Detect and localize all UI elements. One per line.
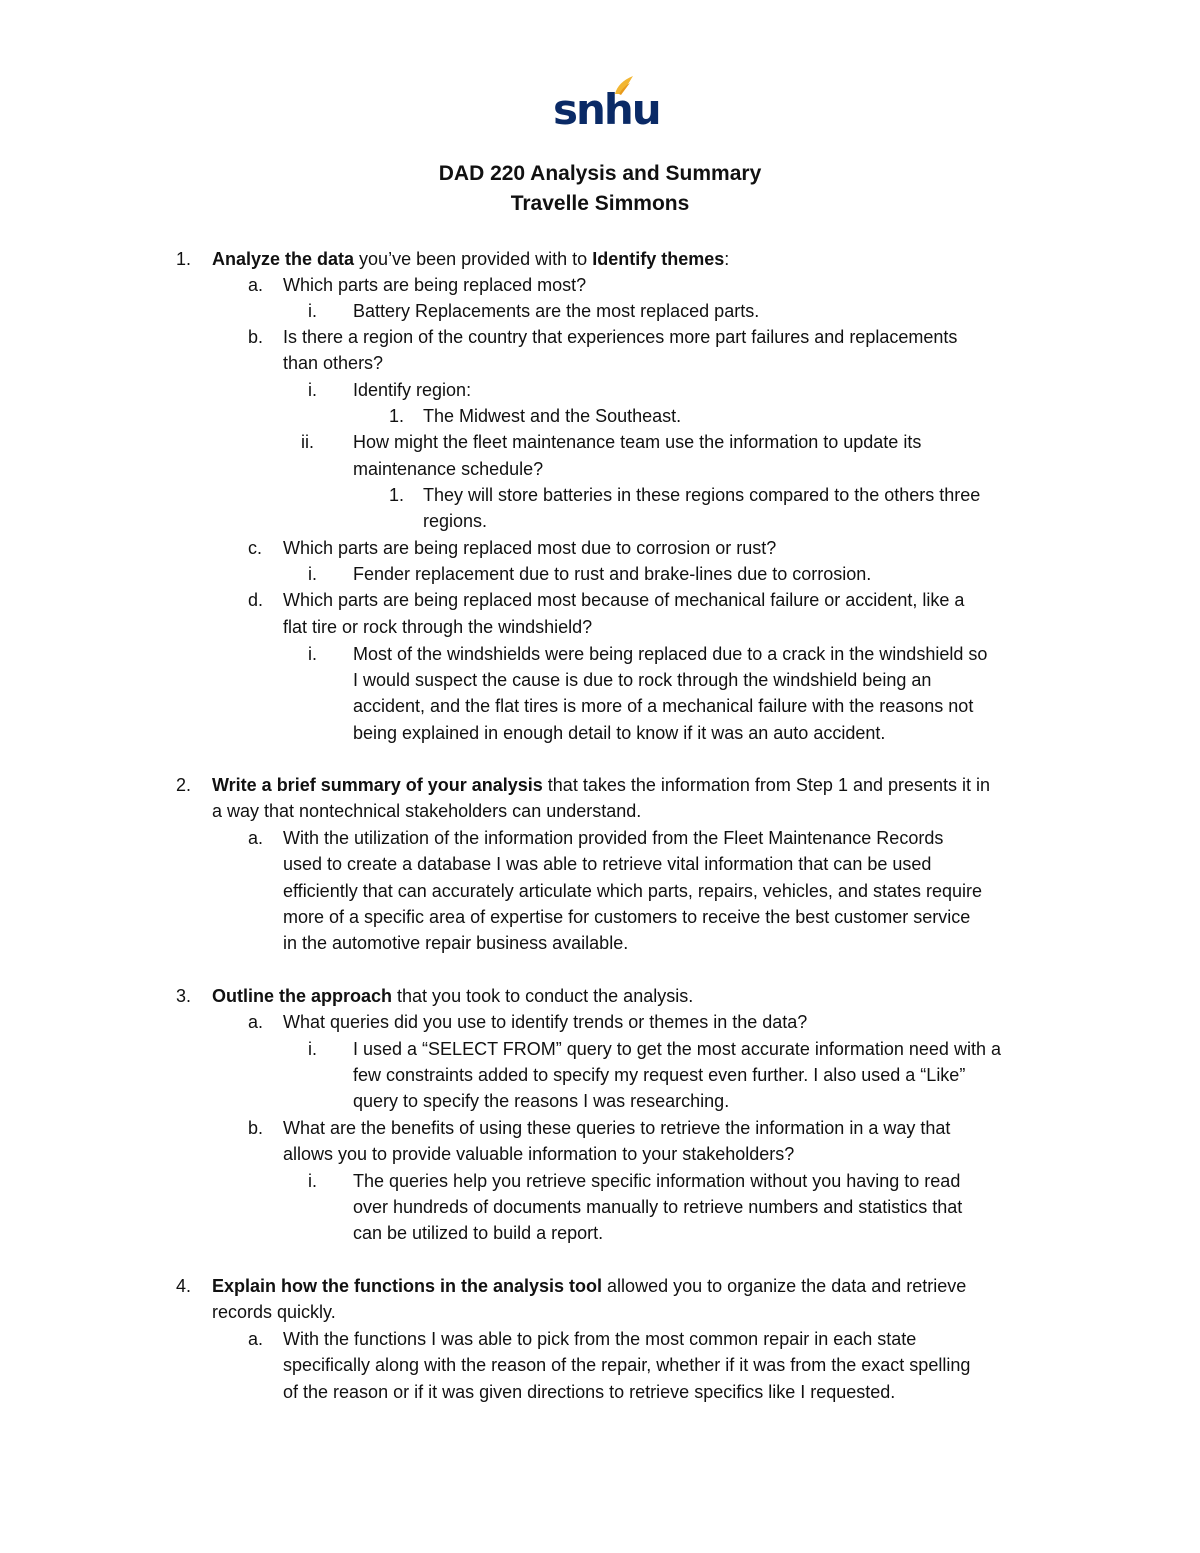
question-text: than others? — [283, 353, 384, 373]
snhu-logo — [553, 74, 660, 134]
list-marker: 1. — [389, 406, 405, 426]
list-marker: i. — [308, 564, 317, 584]
author-name: Travelle Simmons — [510, 192, 690, 215]
answer-text: With the functions I was able to pick from the most common repair in each state — [283, 1329, 917, 1349]
question-text: allows you to provide valuable information to your stakeholders? — [283, 1144, 795, 1164]
section-number: 4. — [176, 1276, 192, 1296]
answer-text: accident, and the flat tires is more of a mechanical failure with the reasons not — [353, 696, 974, 716]
logo-text: snhu — [553, 85, 660, 134]
question-text: Is there a region of the country that experiences more part failures and replacements — [283, 327, 958, 347]
answer-text: The Midwest and the Southeast. — [423, 406, 682, 426]
list-marker: i. — [308, 1039, 317, 1059]
list-marker: c. — [248, 538, 263, 558]
answer-text: over hundreds of documents manually to retrieve numbers and statistics that — [353, 1197, 963, 1217]
answer-text: I would suspect the cause is due to rock through the windshield being an — [353, 670, 932, 690]
question-text: Which parts are being replaced most because of mechanical failure or accident, like a — [283, 590, 965, 610]
answer-text: few constraints added to specify my request even further. I also used a “Like” — [353, 1065, 966, 1085]
list-marker: 1. — [389, 485, 405, 505]
answer-text: Battery Replacements are the most replaced parts. — [353, 301, 760, 321]
question-text: What are the benefits of using these queries to retrieve the information in a way that — [283, 1118, 951, 1138]
section-number: 1. — [176, 249, 192, 269]
question-text: maintenance schedule? — [353, 459, 544, 479]
question-text: Which parts are being replaced most? — [283, 275, 587, 295]
question-text: What queries did you use to identify trends or themes in the data? — [283, 1012, 808, 1032]
list-marker: a. — [248, 828, 264, 848]
answer-text: efficiently that can accurately articulate which parts, repairs, vehicles, and states require — [283, 881, 983, 901]
answer-text: being explained in enough detail to know if it was an auto accident. — [353, 723, 886, 743]
answer-text: Identify region: — [353, 380, 472, 400]
answer-text: Fender replacement due to rust and brake-lines due to corrosion. — [353, 564, 872, 584]
section-heading: Write a brief summary of your analysis that takes the information from Step 1 and presents it in — [212, 775, 991, 795]
list-marker: i. — [308, 380, 317, 400]
answer-text: more of a specific area of expertise for customers to receive the best customer service — [283, 907, 971, 927]
section-number: 2. — [176, 775, 192, 795]
section-heading: a way that nontechnical stakeholders can understand. — [212, 801, 642, 821]
section-heading: Explain how the functions in the analysis tool allowed you to organize the data and retrieve — [212, 1276, 967, 1296]
answer-text: used to create a database I was able to retrieve vital information that can be used — [283, 854, 932, 874]
answer-text: They will store batteries in these regions compared to the others three — [423, 485, 981, 505]
section-number: 3. — [176, 986, 192, 1006]
answer-text: regions. — [423, 511, 488, 531]
page-title: DAD 220 Analysis and Summary — [438, 162, 762, 185]
answer-text: in the automotive repair business available. — [283, 933, 629, 953]
answer-text: I used a “SELECT FROM” query to get the most accurate information need with a — [353, 1039, 1001, 1059]
answer-text: of the reason or if it was given directions to retrieve specifics like I requested. — [283, 1382, 896, 1402]
answer-text: Most of the windshields were being replaced due to a crack in the windshield so — [353, 644, 988, 664]
answer-text: specifically along with the reason of the repair, whether if it was from the exact spelling — [283, 1355, 971, 1375]
list-marker: a. — [248, 275, 264, 295]
list-marker: i. — [308, 1171, 317, 1191]
list-marker: a. — [248, 1012, 264, 1032]
question-text: How might the fleet maintenance team use the information to update its — [353, 432, 922, 452]
list-marker: b. — [248, 327, 264, 347]
question-text: flat tire or rock through the windshield? — [283, 617, 593, 637]
list-marker: i. — [308, 301, 317, 321]
answer-text: query to specify the reasons I was researching. — [353, 1091, 730, 1111]
list-marker: b. — [248, 1118, 264, 1138]
list-marker: ii. — [301, 432, 314, 452]
section-heading: records quickly. — [212, 1302, 336, 1322]
list-marker: d. — [248, 590, 264, 610]
list-marker: i. — [308, 644, 317, 664]
list-marker: a. — [248, 1329, 264, 1349]
section-heading: Outline the approach that you took to conduct the analysis. — [212, 986, 694, 1006]
answer-text: The queries help you retrieve specific information without you having to read — [353, 1171, 961, 1191]
section-heading: Analyze the data you’ve been provided with to Identify themes: — [212, 249, 730, 269]
answer-text: With the utilization of the information provided from the Fleet Maintenance Records — [283, 828, 944, 848]
answer-text: can be utilized to build a report. — [353, 1223, 604, 1243]
question-text: Which parts are being replaced most due to corrosion or rust? — [283, 538, 777, 558]
